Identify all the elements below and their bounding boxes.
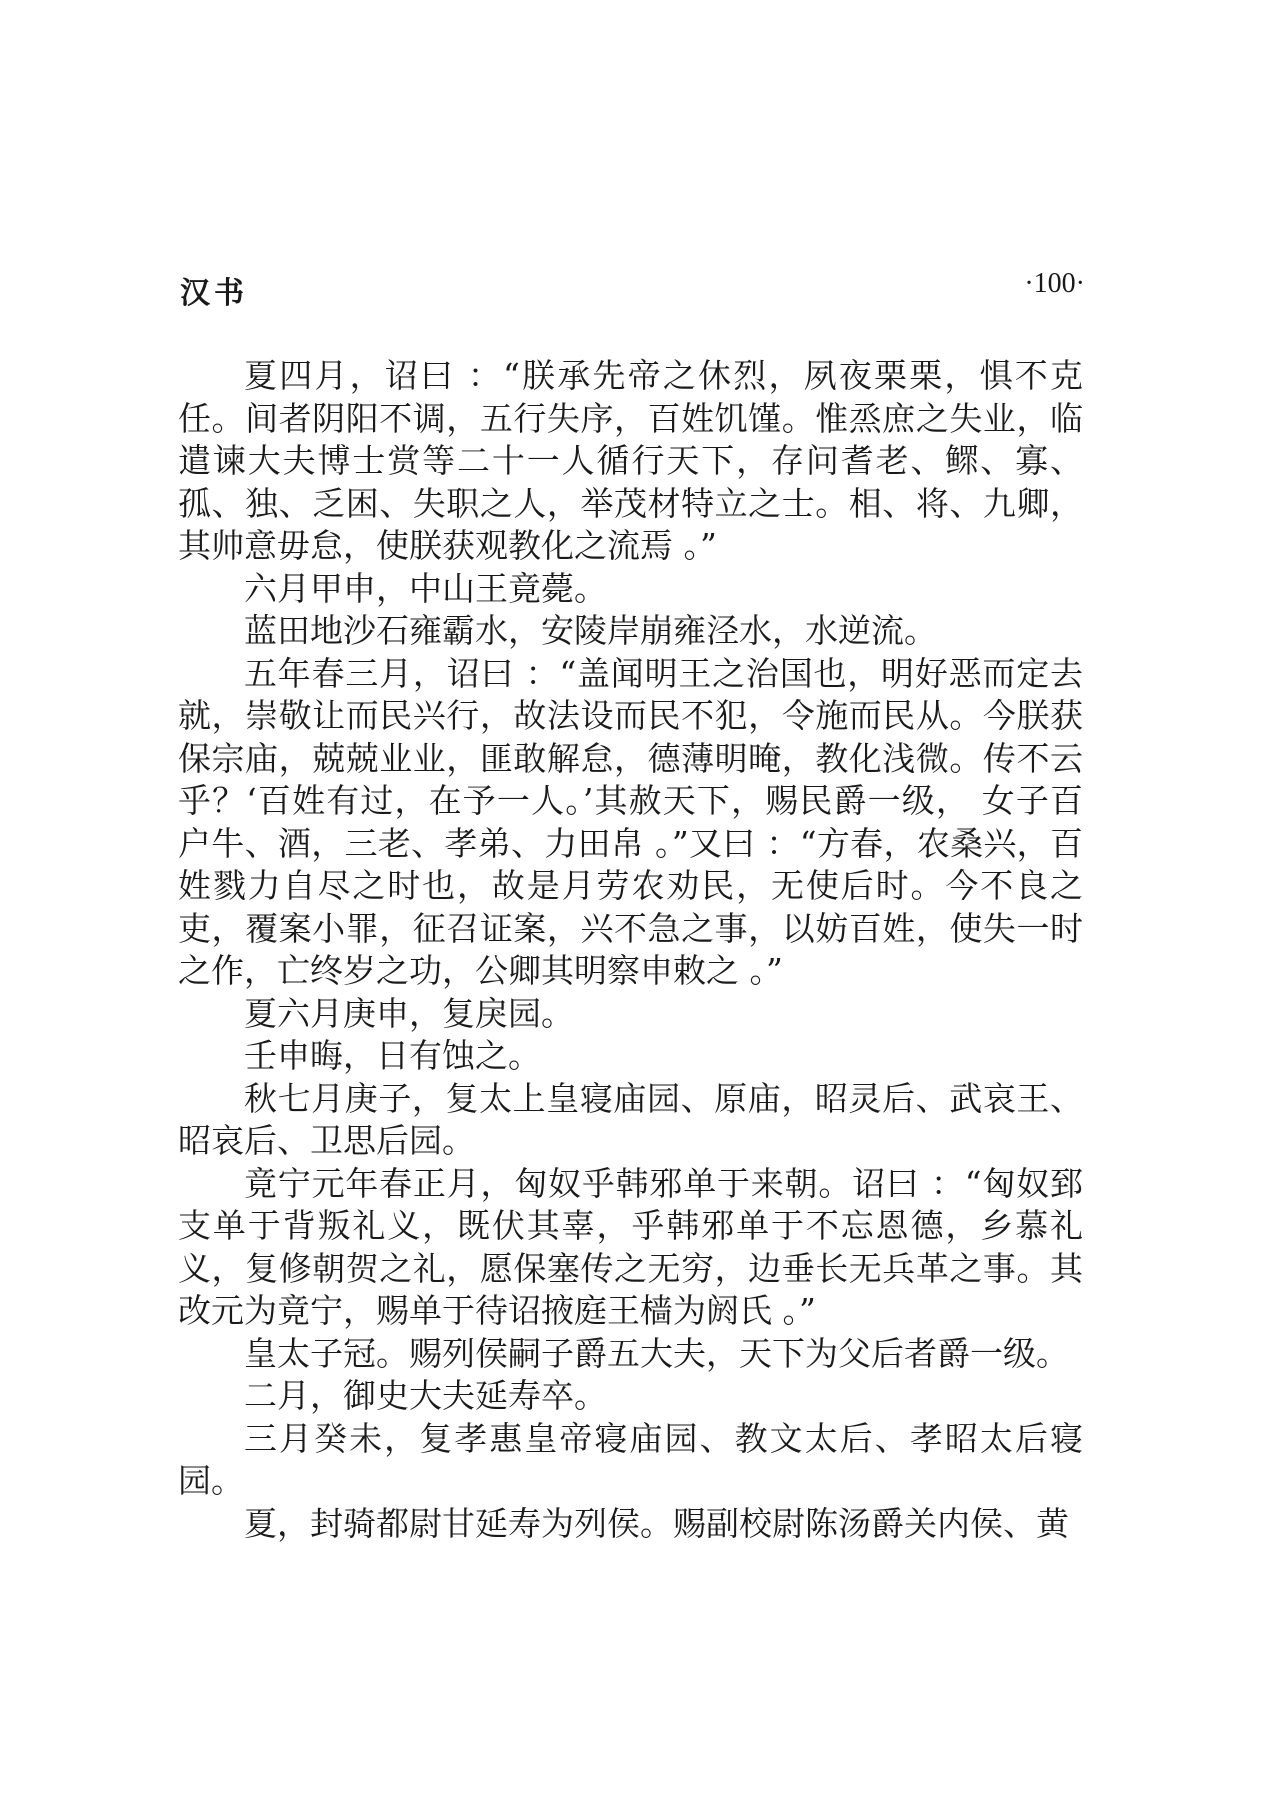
body-text <box>178 355 1083 1545</box>
paragraph: 五年春三月，诏曰 ：“盖闻明王之治国也，明好恶而定去就，崇敬让而民兴行，故法设而民不犯，令施而民从。今朕获保宗庙，兢兢业业，匪敢解怠，德薄明晻，教化浅微。传不云乎？‘百姓有过，在予一人。’其赦天下，赐民爵一级， 女子百户牛、酒，三老、孝弟、力田帛 。”又曰 ：“方春，农桑兴，百姓戮力自尽之时也，故是月劳农劝民，无使后时。今不良之吏，覆案小罪，征召证案，兴不急之事，以妨百姓，使失一时之作，亡终岁之功，公卿其明察申敕之 。” <box>178 653 1083 990</box>
page-header <box>180 268 1085 318</box>
paragraph: 夏四月，诏曰 ：“朕承先帝之休烈，夙夜栗栗，惧不克任。间者阴阳不调，五行失序，百姓饥馑。惟烝庶之失业，临遣谏大夫博士赏等二十一人循行天下，存问耆老、鳏、寡、孤、独、乏困、失职之人，举茂材特立之士。相、将、九卿，其帅意毋怠，使朕获观教化之流焉 。” <box>178 356 1083 565</box>
paragraph: 竟宁元年春正月，匈奴乎韩邪单于来朝。诏曰 ：“匈奴郅支单于背叛礼义，既伏其辜，乎韩邪单于不忘恩德，乡慕礼义，复修朝贺之礼，愿保塞传之无穷，边垂长无兵革之事。其改元为竟宁，赐单于待诏掖庭王樯为阏氏 。” <box>178 1163 1083 1330</box>
paragraph: 壬申晦，日有蚀之。 <box>244 1036 541 1075</box>
paragraph: 二月，御史大夫延寿卒。 <box>244 1376 607 1415</box>
paragraph: 六月甲申，中山王竟薨。 <box>244 568 607 608</box>
paragraph: 夏六月庚申，复戾园。 <box>244 993 574 1033</box>
paragraph: 秋七月庚子，复太上皇寝庙园、原庙，昭灵后、武哀王、昭哀后、卫思后园。 <box>178 1078 1083 1160</box>
paragraph: 夏，封骑都尉甘延寿为列侯。赐副校尉陈汤爵关内侯、黄 <box>244 1503 1069 1543</box>
paragraph: 三月癸未，复孝惠皇帝寝庙园、教文太后、孝昭太后寝园。 <box>178 1418 1083 1500</box>
page-number: ·100· <box>1024 268 1085 299</box>
paragraph: 蓝田地沙石雍霸水，安陵岸崩雍泾水，水逆流。 <box>244 611 937 650</box>
paragraph: 皇太子冠。赐列侯嗣子爵五大夫，天下为父后者爵一级。 <box>244 1333 1069 1373</box>
book-title: 汉书 <box>180 276 248 311</box>
